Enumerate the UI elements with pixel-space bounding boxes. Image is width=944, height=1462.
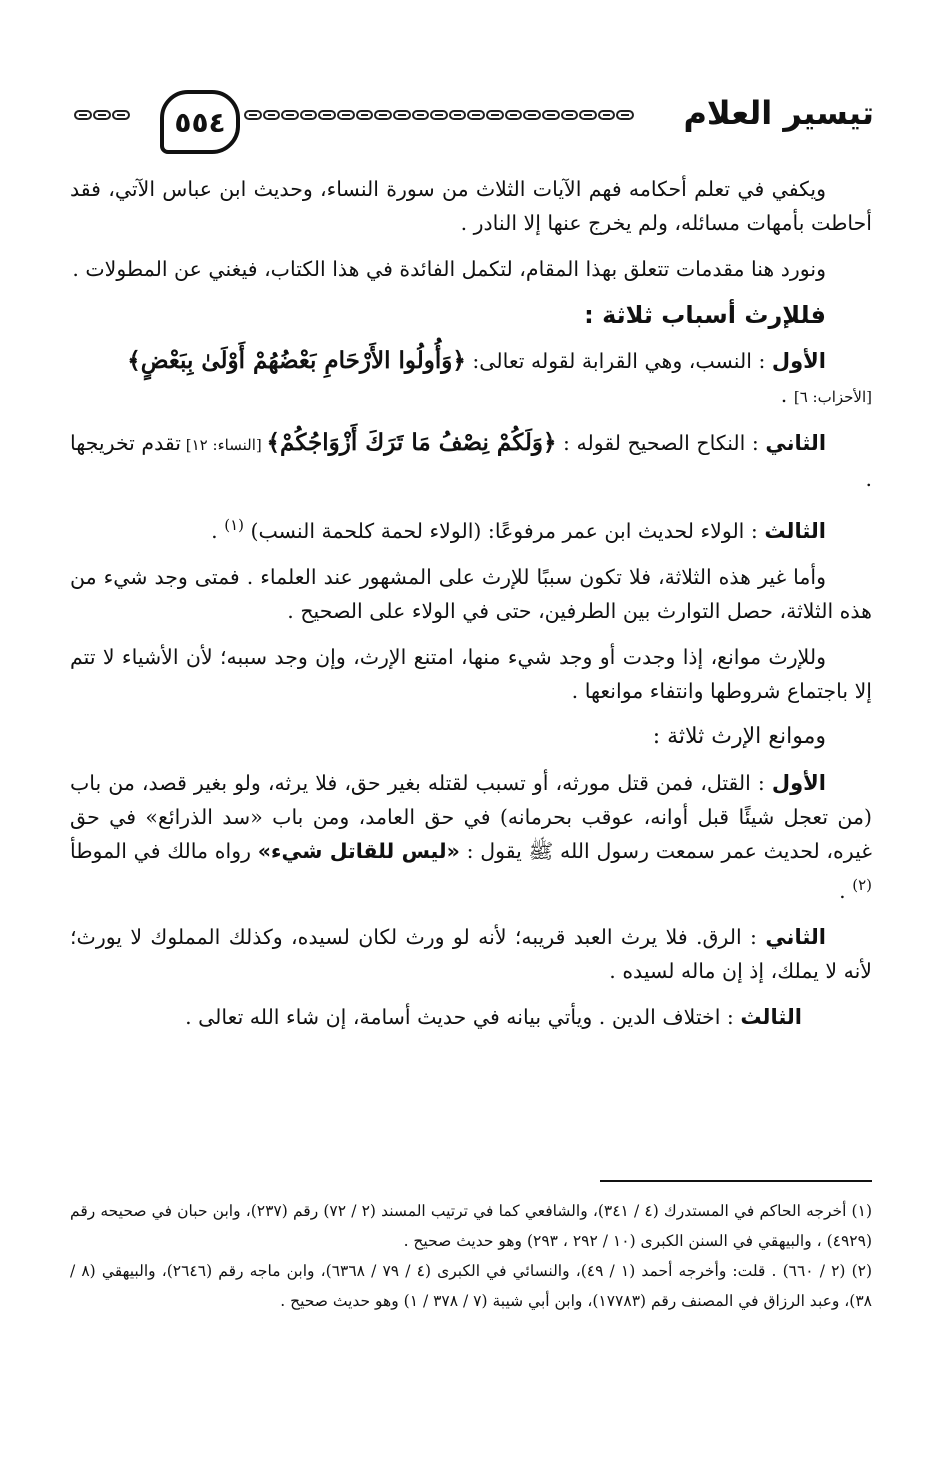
verse-reference: [النساء: ١٢] [180,436,267,454]
item-end: . [211,518,225,543]
item-text: رواه مالك في الموطأ [70,838,258,863]
paragraph: وللإرث موانع، إذا وجدت أو وجد شيء منها، امتنع الإرث، وإن وجد سببه؛ لأن الأشياء لا تتم إلا باجتماع شروطها وانتفاء موانعها . [70,644,872,703]
section-heading: وموانع الإرث ثلاثة : [652,723,826,749]
item-lead: الأول [771,770,826,795]
impediment-first [70,766,872,908]
item-lead: الثاني [765,431,827,455]
item-text: : النكاح الصحيح لقوله : [556,431,766,455]
section-heading: فللإرث أسباب ثلاثة : [584,301,826,329]
paragraph: ويكفي في تعلم أحكامه فهم الآيات الثلاث من سورة النساء، وحديث ابن عباس الآتي، فقد أحاطت بأمهات مسائله، ولم يخرج عنها إلا النادر . [70,177,872,235]
item-end: تقدم تخريجها . [70,431,872,491]
item-lead: الثالث [740,1004,802,1029]
item-lead: الثالث [764,518,826,543]
cause-second [70,426,872,496]
paragraph: وأما غير هذه الثلاثة، فلا تكون سببًا للإرث على المشهور عند العلماء . فمتى وجد شيء من هذه الثلاثة، حصل التوارث بين الطرفين، حتى في الولاء على الصحيح . [70,564,872,623]
impediment-third [70,1000,872,1034]
cause-first [70,344,872,414]
item-text: : الولاء لحديث ابن عمر مرفوعًا: (الولاء لحمة كلحمة النسب) [243,518,765,543]
footnotes [70,1196,872,1316]
footnote: (١) أخرجه الحاكم في المستدرك (٤ / ٣٤١)، والشافعي كما في ترتيب المسند (٢ / ٧٢) رقم (٢٣٧)، وابن حبان في صحيحه رقم (٤٩٢٩) ، والبيهقي في السنن الكبرى (١٠ / ٢٩٢ ، ٢٩٣) وهو حديث صحيح . [70,1202,872,1250]
footnote-marker[interactable]: (١) [224,516,244,534]
main-text [70,172,872,1046]
item-text: : القتل، فمن قتل مورثه، أو تسبب لقتله بغير حق، فلا يرثه، ولو بغير قصد، من باب (من تعجل شيئًا قبل أوانه، عوقب بحرمانه) في حق العامد، ومن باب «سد الذرائع» في حق غيره، لحديث عمر سمعت رسول الله ﷺ يقول : [70,770,872,863]
hadith-quote: «ليس للقاتل شيء» [257,838,460,863]
item-end: . [839,878,853,903]
impediment-second [70,920,872,988]
footnote-marker[interactable]: (٢) [852,875,872,894]
quran-verse: ﴿وَأُولُوا الأَرْحَامِ بَعْضُهُمْ أَوْلَىٰ بِبَعْضٍ﴾ [127,347,466,374]
item-text: : اختلاف الدين . ويأتي بيانه في حديث أسامة، إن شاء الله تعالى . [185,1004,741,1029]
item-lead: الثاني [765,924,826,949]
page-number: ٥٥٤ [160,90,240,154]
cause-third [70,508,872,548]
verse-reference: [الأحزاب: ٦] [793,388,872,406]
item-lead: الأول [771,349,826,373]
chain-ornament-short [70,110,130,124]
book-title: تيسير العلام [683,94,874,132]
quran-verse: ﴿وَلَكُمْ نِصْفُ مَا تَرَكَ أَزْوَاجُكُمْ﴾ [266,429,557,456]
item-text: : النسب، وهي القرابة لقوله تعالى: [465,349,772,373]
footnote-divider [600,1180,872,1182]
item-end: . [780,383,794,407]
paragraph: ونورد هنا مقدمات تتعلق بهذا المقام، لتكمل الفائدة في هذا الكتاب، فيغني عن المطولات . [72,257,826,281]
item-text: : الرق. فلا يرث العبد قريبه؛ لأنه لو ورث لكان لسيده، وكذلك المملوك لا يورث؛ لأنه لا يملك، إذ إن ماله لسيده . [70,924,872,983]
page-header [50,84,884,164]
footnote: (٢) (٢ / ٦٦٠) . قلت: وأخرجه أحمد (١ / ٤٩)، والنسائي في الكبرى (٤ / ٧٩ / ٦٣٦٨)، وابن ماجه رقم (٢٦٤٦)، والبيهقي (٨ / ٣٨)، وعبد الرزاق في المصنف رقم (١٧٧٨٣)، وابن أبي شيبة (٧ / ٣٧٨ / ١) وهو حديث صحيح . [70,1262,873,1310]
chain-ornament-long [244,110,634,124]
